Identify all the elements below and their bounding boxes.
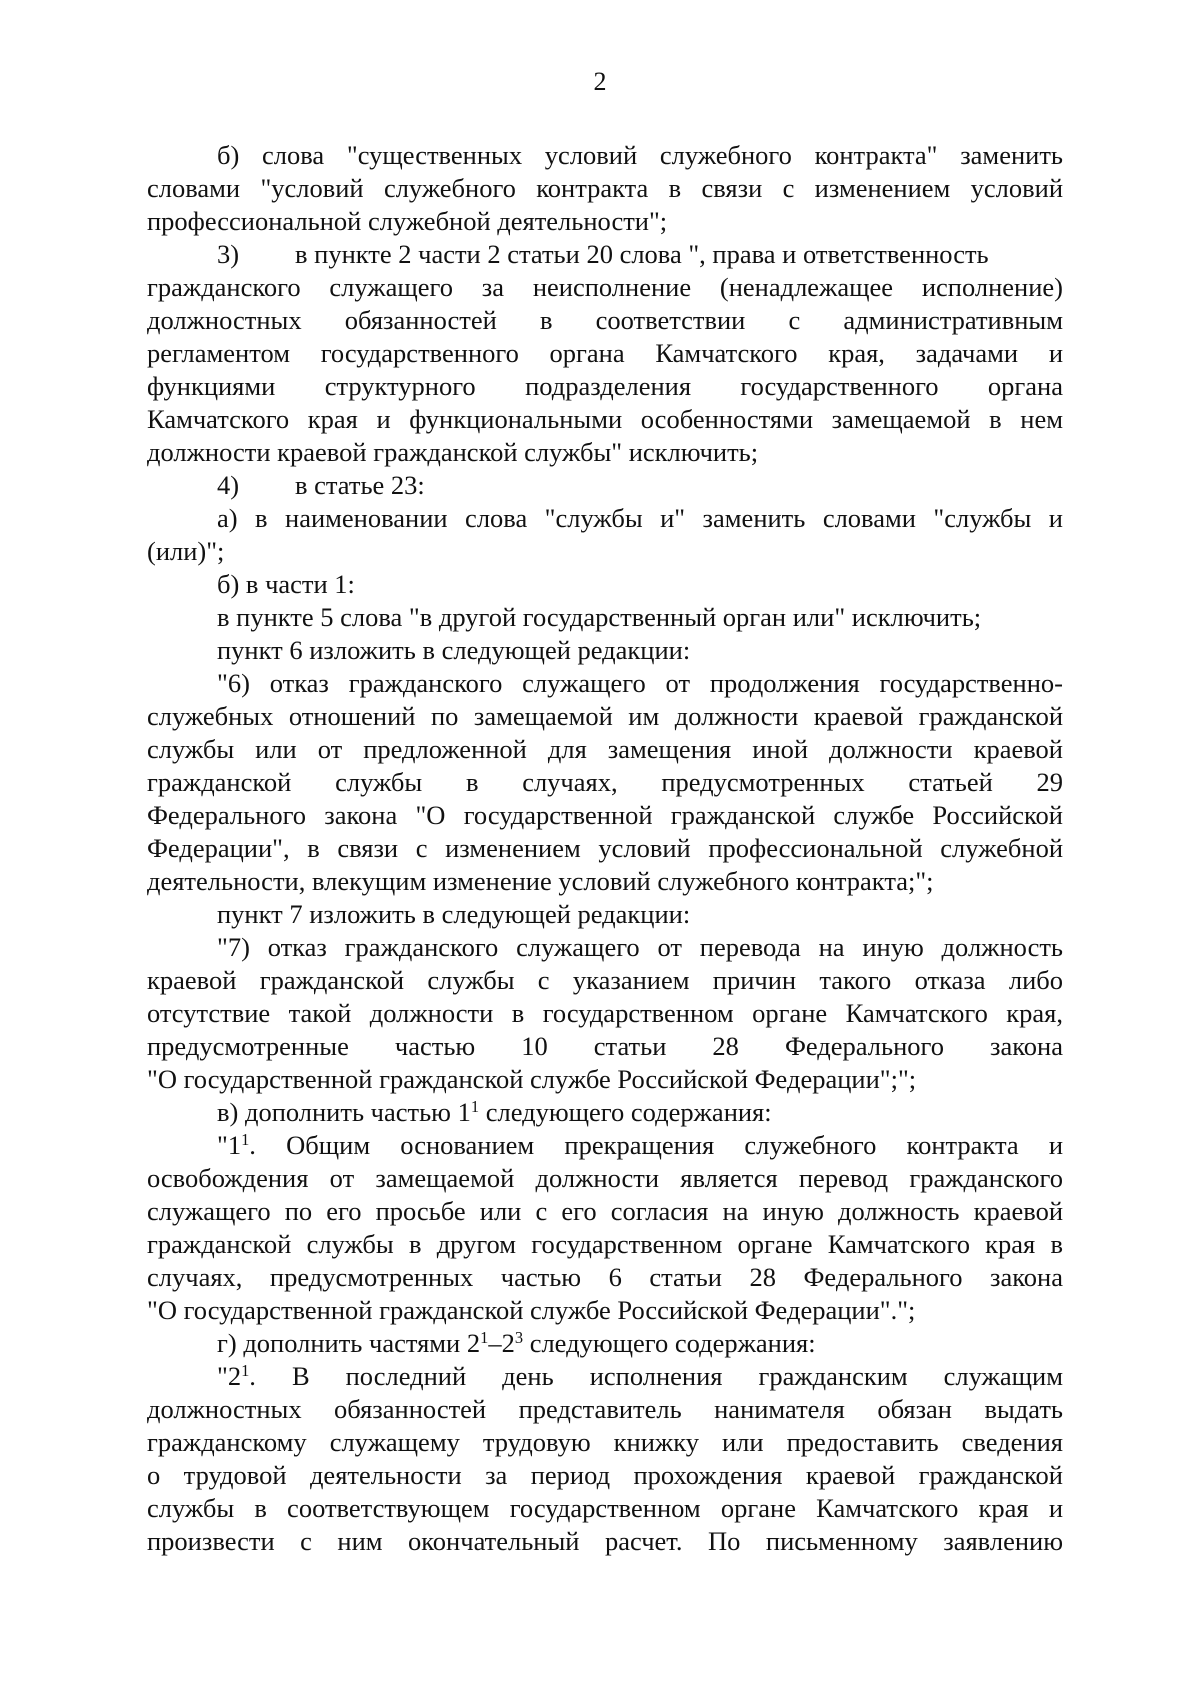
text-line: Федерации", в связи с изменением условий профессиональной служебной xyxy=(147,833,1063,863)
text-fragment: в) дополнить частью 1 xyxy=(217,1097,471,1127)
text-line: гражданского служащего за неисполнение (ненадлежащее исполнение) xyxy=(147,272,1063,302)
text-line: в пункте 5 слова "в другой государственный орган или" исключить; xyxy=(217,602,982,632)
text-fragment: г) дополнить частями 2 xyxy=(217,1328,481,1358)
text-line: службы или от предложенной для замещения иной должности краевой xyxy=(147,734,1063,764)
text-line: "О государственной гражданской службе Российской Федерации"."; xyxy=(147,1295,916,1325)
text-line xyxy=(147,1096,1063,1129)
superscript: 1 xyxy=(480,1327,489,1347)
text-line: Федерального закона "О государственной гражданской службе Российской xyxy=(147,800,1063,830)
document-body xyxy=(147,139,1063,1558)
text-line: о трудовой деятельности за период прохождения краевой гражданской xyxy=(147,1460,1063,1490)
text-line: пункт 6 изложить в следующей редакции: xyxy=(217,635,691,665)
text-fragment: . В последний день исполнения гражданским служащим xyxy=(249,1361,1063,1391)
text-line: пункт 7 изложить в следующей редакции: xyxy=(217,899,691,929)
text-line: а) в наименовании слова "службы и" заменить словами "службы и xyxy=(217,503,1063,533)
text-line: должностных обязанностей в соответствии с административным xyxy=(147,305,1063,335)
text-fragment: . Общим основанием прекращения служебного контракта и xyxy=(249,1130,1063,1160)
text-line: Камчатского края и функциональными особенностями замещаемой в нем xyxy=(147,404,1063,434)
text-line: "О государственной гражданской службе Российской Федерации";"; xyxy=(147,1064,917,1094)
text-line-numbered xyxy=(147,238,1063,271)
text-line: произвести с ним окончательный расчет. По письменному заявлению xyxy=(147,1526,1063,1556)
text-line: словами "условий служебного контракта в связи с изменением условий xyxy=(147,173,1063,203)
text-fragment: следующего содержания: xyxy=(523,1328,816,1358)
superscript: 1 xyxy=(241,1129,250,1149)
text-line: "6) отказ гражданского служащего от продолжения государственно- xyxy=(217,668,1063,698)
text-line xyxy=(147,1327,1063,1360)
page-number: 2 xyxy=(593,67,607,96)
text-line: функциями структурного подразделения государственного органа xyxy=(147,371,1063,401)
item-text: в пункте 2 части 2 статьи 20 слова ", права и ответственность xyxy=(295,239,989,269)
text-line: предусмотренные частью 10 статьи 28 Федерального закона xyxy=(147,1031,1063,1061)
text-line: гражданскому служащему трудовую книжку или предоставить сведения xyxy=(147,1427,1063,1457)
text-line xyxy=(147,1129,1063,1162)
item-number: 4) xyxy=(217,470,240,500)
text-line: служебных отношений по замещаемой им должности краевой гражданской xyxy=(147,701,1063,731)
text-line-numbered xyxy=(147,469,1063,502)
text-line: (или)"; xyxy=(147,536,225,566)
item-number: 3) xyxy=(217,239,240,269)
text-line: служащего по его просьбе или с его согласия на иную должность краевой xyxy=(147,1196,1063,1226)
text-line: случаях, предусмотренных частью 6 статьи 28 Федерального закона xyxy=(147,1262,1063,1292)
text-line xyxy=(147,1360,1063,1393)
text-line: деятельности, влекущим изменение условий служебного контракта;"; xyxy=(147,866,934,896)
text-line: гражданской службы в случаях, предусмотренных статьей 29 xyxy=(147,767,1063,797)
text-line: регламентом государственного органа Камчатского края, задачами и xyxy=(147,338,1063,368)
text-fragment: следующего содержания: xyxy=(479,1097,772,1127)
item-text: в статье 23: xyxy=(295,470,425,500)
text-fragment: "2 xyxy=(217,1361,242,1391)
text-line: службы в соответствующем государственном органе Камчатского края и xyxy=(147,1493,1063,1523)
text-line: отсутствие такой должности в государственном органе Камчатского края, xyxy=(147,998,1063,1028)
superscript: 3 xyxy=(514,1327,524,1347)
text-line: б) слова "существенных условий служебного контракта" заменить xyxy=(217,140,1063,170)
text-line: должностных обязанностей представитель нанимателя обязан выдать xyxy=(147,1394,1063,1424)
superscript: 1 xyxy=(470,1096,480,1116)
text-line: гражданской службы в другом государственном органе Камчатского края в xyxy=(147,1229,1063,1259)
text-line: краевой гражданской службы с указанием причин такого отказа либо xyxy=(147,965,1063,995)
superscript: 1 xyxy=(241,1360,250,1380)
text-fragment: –2 xyxy=(488,1328,515,1358)
text-line: "7) отказ гражданского служащего от перевода на иную должность xyxy=(217,932,1063,962)
text-line: профессиональной служебной деятельности"; xyxy=(147,206,668,236)
text-line: должности краевой гражданской службы" исключить; xyxy=(147,437,759,467)
text-fragment: "1 xyxy=(217,1130,242,1160)
text-line: б) в части 1: xyxy=(217,569,355,599)
text-line: освобождения от замещаемой должности является перевод гражданского xyxy=(147,1163,1063,1193)
